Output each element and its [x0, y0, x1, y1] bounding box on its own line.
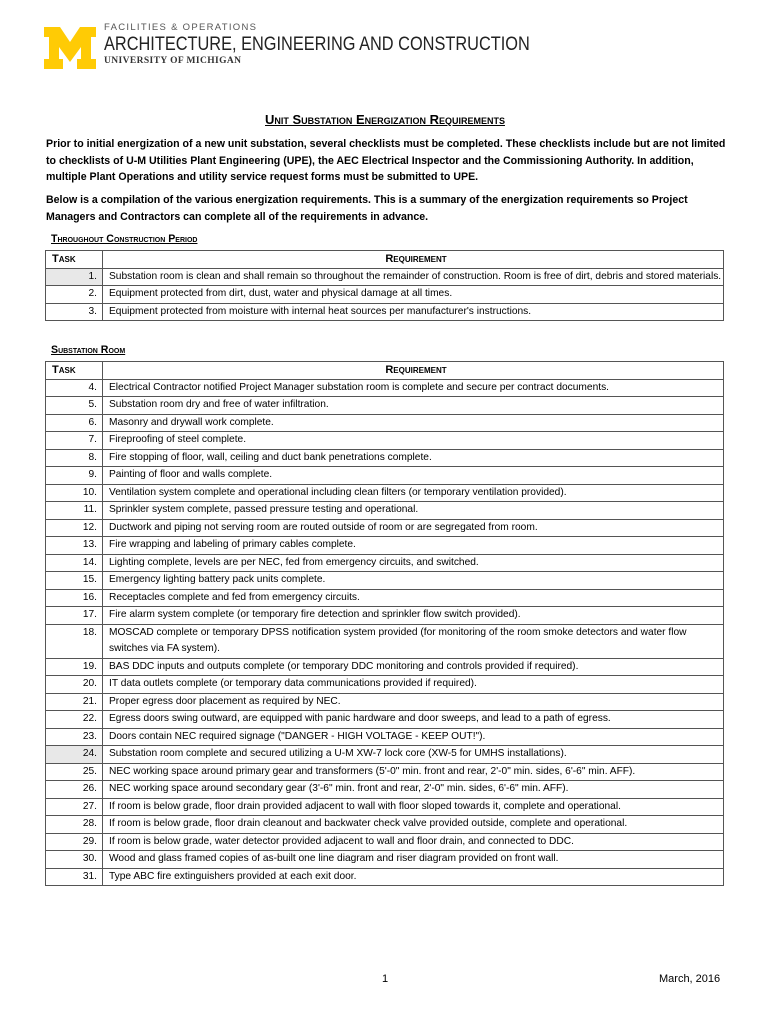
task-number: 12.	[46, 519, 103, 537]
table-row	[46, 537, 724, 555]
task-column-header: Task	[46, 251, 103, 269]
requirement-text: Receptacles complete and fed from emergency circuits.	[103, 589, 724, 607]
requirement-text: MOSCAD complete or temporary DPSS notification system provided (for monitoring of the room smoke detectors and water flow switches via FA system).	[103, 624, 724, 658]
substation-room-table-body	[46, 379, 724, 886]
footer-date: March, 2016	[659, 973, 721, 985]
table-header-row	[46, 251, 724, 269]
requirement-text: Equipment protected from dirt, dust, water and physical damage at all times.	[103, 286, 724, 304]
requirement-text: Electrical Contractor notified Project Manager substation room is complete and secure per contract documents.	[103, 379, 724, 397]
table-row	[46, 711, 724, 729]
requirement-text: Fire wrapping and labeling of primary cables complete.	[103, 537, 724, 555]
task-number: 17.	[46, 607, 103, 625]
requirement-text: Fire alarm system complete (or temporary fire detection and sprinkler flow switch provided).	[103, 607, 724, 625]
requirement-text: Substation room complete and secured utilizing a U-M XW-7 lock core (XW-5 for UMHS installations).	[103, 746, 724, 764]
university-label: UNIVERSITY OF MICHIGAN	[104, 56, 242, 66]
task-number: 19.	[46, 658, 103, 676]
table-row	[46, 868, 724, 886]
table-row	[46, 816, 724, 834]
table-row	[46, 781, 724, 799]
table-row	[46, 397, 724, 415]
task-number: 9.	[46, 467, 103, 485]
table-row	[46, 467, 724, 485]
task-number: 26.	[46, 781, 103, 799]
table-row	[46, 414, 724, 432]
requirement-column-header: Requirement	[103, 251, 724, 269]
table-row	[46, 833, 724, 851]
requirement-text: If room is below grade, water detector provided adjacent to wall and floor drain, and connected to DDC.	[103, 833, 724, 851]
section-heading-construction: Throughout Construction Period	[51, 233, 198, 245]
table-row	[46, 502, 724, 520]
requirement-text: Egress doors swing outward, are equipped with panic hardware and door sweeps, and lead to a path of egress.	[103, 711, 724, 729]
table-row	[46, 746, 724, 764]
table-row	[46, 607, 724, 625]
table-row	[46, 728, 724, 746]
requirement-text: IT data outlets complete (or temporary data communications provided if required).	[103, 676, 724, 694]
page-number: 1	[382, 973, 389, 985]
task-number: 28.	[46, 816, 103, 834]
task-column-header: Task	[46, 362, 103, 380]
task-number: 21.	[46, 693, 103, 711]
task-number: 15.	[46, 572, 103, 590]
page-header	[44, 22, 599, 72]
table-row	[46, 268, 724, 286]
table-row	[46, 658, 724, 676]
task-number: 23.	[46, 728, 103, 746]
task-number: 16.	[46, 589, 103, 607]
requirement-text: Equipment protected from moisture with internal heat sources per manufacturer's instructions.	[103, 303, 724, 321]
requirement-text: Sprinkler system complete, passed pressure testing and operational.	[103, 502, 724, 520]
page-title: Unit Substation Energization Requirements	[265, 112, 505, 127]
table-row	[46, 286, 724, 304]
task-number: 6.	[46, 414, 103, 432]
task-number: 30.	[46, 851, 103, 869]
requirement-text: Wood and glass framed copies of as-built one line diagram and riser diagram provided on front wall.	[103, 851, 724, 869]
requirement-text: Painting of floor and walls complete.	[103, 467, 724, 485]
requirement-text: BAS DDC inputs and outputs complete (or temporary DDC monitoring and controls provided if required).	[103, 658, 724, 676]
requirement-text: Emergency lighting battery pack units complete.	[103, 572, 724, 590]
table-row	[46, 379, 724, 397]
task-number: 14.	[46, 554, 103, 572]
task-number: 24.	[46, 746, 103, 764]
dept-big-label: ARCHITECTURE, ENGINEERING AND CONSTRUCTION	[104, 34, 530, 55]
summary-paragraph: Below is a compilation of the various energization requirements. This is a summary of the energization requirements so Project Managers and Contractors can complete all of the requirements in advance.	[46, 194, 688, 223]
task-number: 7.	[46, 432, 103, 450]
requirement-text: Fireproofing of steel complete.	[103, 432, 724, 450]
task-number: 2.	[46, 286, 103, 304]
requirement-text: If room is below grade, floor drain cleanout and backwater check valve provided outside, complete and operational.	[103, 816, 724, 834]
table-row	[46, 693, 724, 711]
task-number: 18.	[46, 624, 103, 658]
task-number: 1.	[46, 268, 103, 286]
task-number: 5.	[46, 397, 103, 415]
task-number: 4.	[46, 379, 103, 397]
requirement-text: Ventilation system complete and operational including clean filters (or temporary ventilation provided).	[103, 484, 724, 502]
intro-paragraph: Prior to initial energization of a new unit substation, several checklists must be completed. These checklists include but are not limited to checklists of U-M Utilities Plant Engineering (UPE), the AEC Electrical Inspector and the Commissioning Authority. In addition, multiple Plant Operations and utility service request forms must be submitted to UPE.	[46, 138, 726, 183]
requirement-text: Type ABC fire extinguishers provided at each exit door.	[103, 868, 724, 886]
requirement-text: Substation room dry and free of water infiltration.	[103, 397, 724, 415]
requirement-text: Lighting complete, levels are per NEC, fed from emergency circuits, and switched.	[103, 554, 724, 572]
task-number: 22.	[46, 711, 103, 729]
table-row	[46, 432, 724, 450]
requirement-text: If room is below grade, floor drain provided adjacent to wall with floor sloped towards it, complete and operational.	[103, 798, 724, 816]
table-row	[46, 589, 724, 607]
table-row	[46, 624, 724, 658]
table-row	[46, 572, 724, 590]
table-row	[46, 554, 724, 572]
requirement-text: Substation room is clean and shall remain so throughout the remainder of construction. Room is free of dirt, debris and stored materials.	[103, 268, 724, 286]
substation-room-table	[45, 361, 724, 886]
table-row	[46, 763, 724, 781]
task-number: 13.	[46, 537, 103, 555]
requirement-text: Proper egress door placement as required by NEC.	[103, 693, 724, 711]
task-number: 3.	[46, 303, 103, 321]
task-number: 25.	[46, 763, 103, 781]
requirement-text: NEC working space around primary gear and transformers (5'-0" min. front and rear, 2'-0" min. sides, 6'-6" min. AFF).	[103, 763, 724, 781]
table-row	[46, 676, 724, 694]
task-number: 31.	[46, 868, 103, 886]
requirement-text: Doors contain NEC required signage ("DANGER - HIGH VOLTAGE - KEEP OUT!").	[103, 728, 724, 746]
table-header-row	[46, 362, 724, 380]
requirement-column-header: Requirement	[103, 362, 724, 380]
task-number: 20.	[46, 676, 103, 694]
task-number: 29.	[46, 833, 103, 851]
table-row	[46, 851, 724, 869]
construction-table	[45, 250, 724, 321]
table-row	[46, 519, 724, 537]
table-row	[46, 484, 724, 502]
table-row	[46, 303, 724, 321]
task-number: 11.	[46, 502, 103, 520]
requirement-text: NEC working space around secondary gear (3'-6" min. front and rear, 2'-0" min. sides, 6'-6" min. AFF).	[103, 781, 724, 799]
task-number: 8.	[46, 449, 103, 467]
dept-small-label: FACILITIES & OPERATIONS	[104, 22, 258, 33]
requirement-text: Ductwork and piping not serving room are routed outside of room or are segregated from room.	[103, 519, 724, 537]
section-heading-substation-room: Substation Room	[51, 344, 126, 356]
table-row	[46, 449, 724, 467]
construction-table-body	[46, 268, 724, 321]
requirement-text: Masonry and drywall work complete.	[103, 414, 724, 432]
requirement-text: Fire stopping of floor, wall, ceiling and duct bank penetrations complete.	[103, 449, 724, 467]
header-text	[104, 22, 599, 67]
task-number: 27.	[46, 798, 103, 816]
block-m-logo-icon	[44, 27, 96, 69]
task-number: 10.	[46, 484, 103, 502]
table-row	[46, 798, 724, 816]
